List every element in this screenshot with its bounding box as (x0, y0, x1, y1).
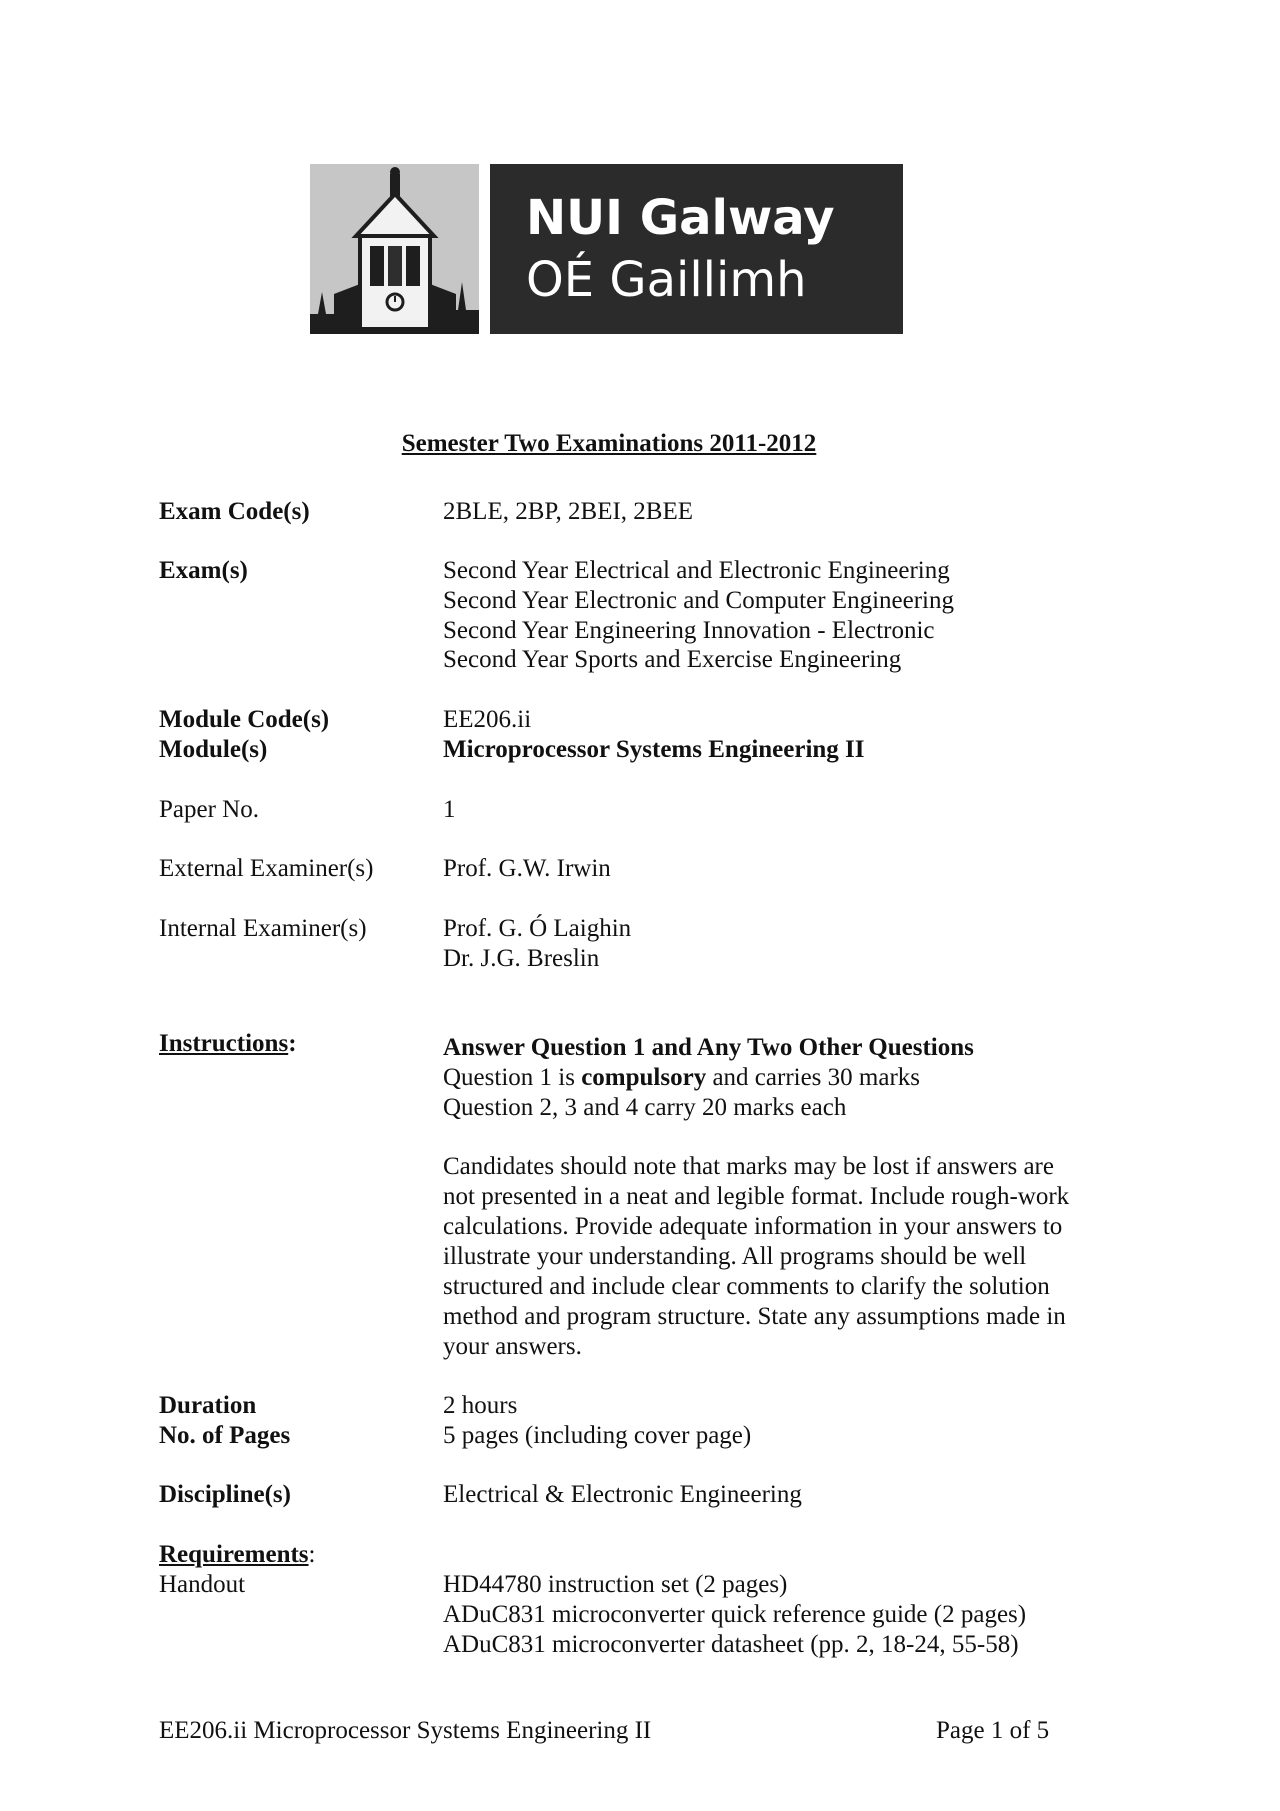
q1-suffix: and carries 30 marks (706, 1064, 921, 1091)
paper-no-label: Paper No. (159, 796, 259, 823)
requirements-label (159, 1540, 315, 1570)
exam-codes-value: 2BLE, 2BP, 2BEI, 2BEE (443, 498, 694, 525)
instructions-note: Candidates should note that marks may be lost if answers are not presented in a neat and legible format. Include rough-work calculations. Provide adequate information in your answers to illustrate your understanding. All programs should be well structured and include clear comments to clarify the solution method and program structure. State any assumptions made in your answers. (443, 1153, 1070, 1360)
exam-line: Second Year Sports and Exercise Engineering (443, 646, 902, 673)
footer-page-number: Page 1 of 5 (936, 1717, 1050, 1744)
internal-examiner-line: Dr. J.G. Breslin (443, 945, 600, 972)
requirement-item: HD44780 instruction set (2 pages) (443, 1571, 788, 1598)
discipline-label: Discipline(s) (159, 1481, 291, 1508)
logo-wordmark (490, 164, 903, 334)
exam-codes-label: Exam Code(s) (159, 498, 310, 525)
pages-value: 5 pages (including cover page) (443, 1422, 752, 1449)
module-label: Module(s) (159, 736, 268, 763)
module-code-value: EE206.ii (443, 706, 532, 733)
footer-module: EE206.ii Microprocessor Systems Engineering II (159, 1717, 652, 1744)
handout-label: Handout (159, 1571, 246, 1598)
instructions-label-colon: : (288, 1030, 297, 1057)
instructions-heading: Answer Question 1 and Any Two Other Questions (443, 1034, 974, 1061)
logo-line-english: NUI Galway (526, 190, 835, 246)
module-code-label: Module Code(s) (159, 706, 330, 733)
requirement-item: ADuC831 microconverter quick reference guide (2 pages) (443, 1601, 1027, 1628)
logo-line-irish: OÉ Gaillimh (526, 252, 807, 308)
requirement-item: ADuC831 microconverter datasheet (pp. 2, 18-24, 55-58) (443, 1631, 1019, 1658)
internal-examiners-label: Internal Examiner(s) (159, 915, 367, 942)
duration-label: Duration (159, 1392, 257, 1419)
university-logo (310, 164, 903, 334)
q1-prefix: Question 1 is (443, 1064, 582, 1091)
instructions-label-text: Instructions (159, 1030, 289, 1057)
instructions-question-1 (443, 1063, 920, 1093)
external-examiner-value: Prof. G.W. Irwin (443, 855, 611, 882)
exams-label: Exam(s) (159, 557, 248, 584)
external-examiner-label: External Examiner(s) (159, 855, 374, 882)
instructions-label (159, 1029, 297, 1059)
clock-tower-icon (310, 164, 479, 334)
module-value: Microprocessor Systems Engineering II (443, 736, 865, 763)
exam-line: Second Year Electronic and Computer Engineering (443, 587, 954, 614)
exam-line: Second Year Electrical and Electronic Engineering (443, 557, 950, 584)
q1-compulsory: compulsory (581, 1064, 707, 1091)
instructions-other-questions: Question 2, 3 and 4 carry 20 marks each (443, 1094, 847, 1121)
paper-no-value: 1 (443, 796, 456, 823)
exam-title: Semester Two Examinations 2011-2012 (401, 430, 817, 457)
duration-value: 2 hours (443, 1392, 518, 1419)
discipline-value: Electrical & Electronic Engineering (443, 1481, 802, 1508)
exam-line: Second Year Engineering Innovation - Electronic (443, 617, 935, 644)
pages-label: No. of Pages (159, 1422, 291, 1449)
internal-examiner-line: Prof. G. Ó Laighin (443, 915, 632, 942)
requirements-label-text: Requirements (159, 1541, 309, 1568)
requirements-label-colon: : (308, 1541, 316, 1568)
